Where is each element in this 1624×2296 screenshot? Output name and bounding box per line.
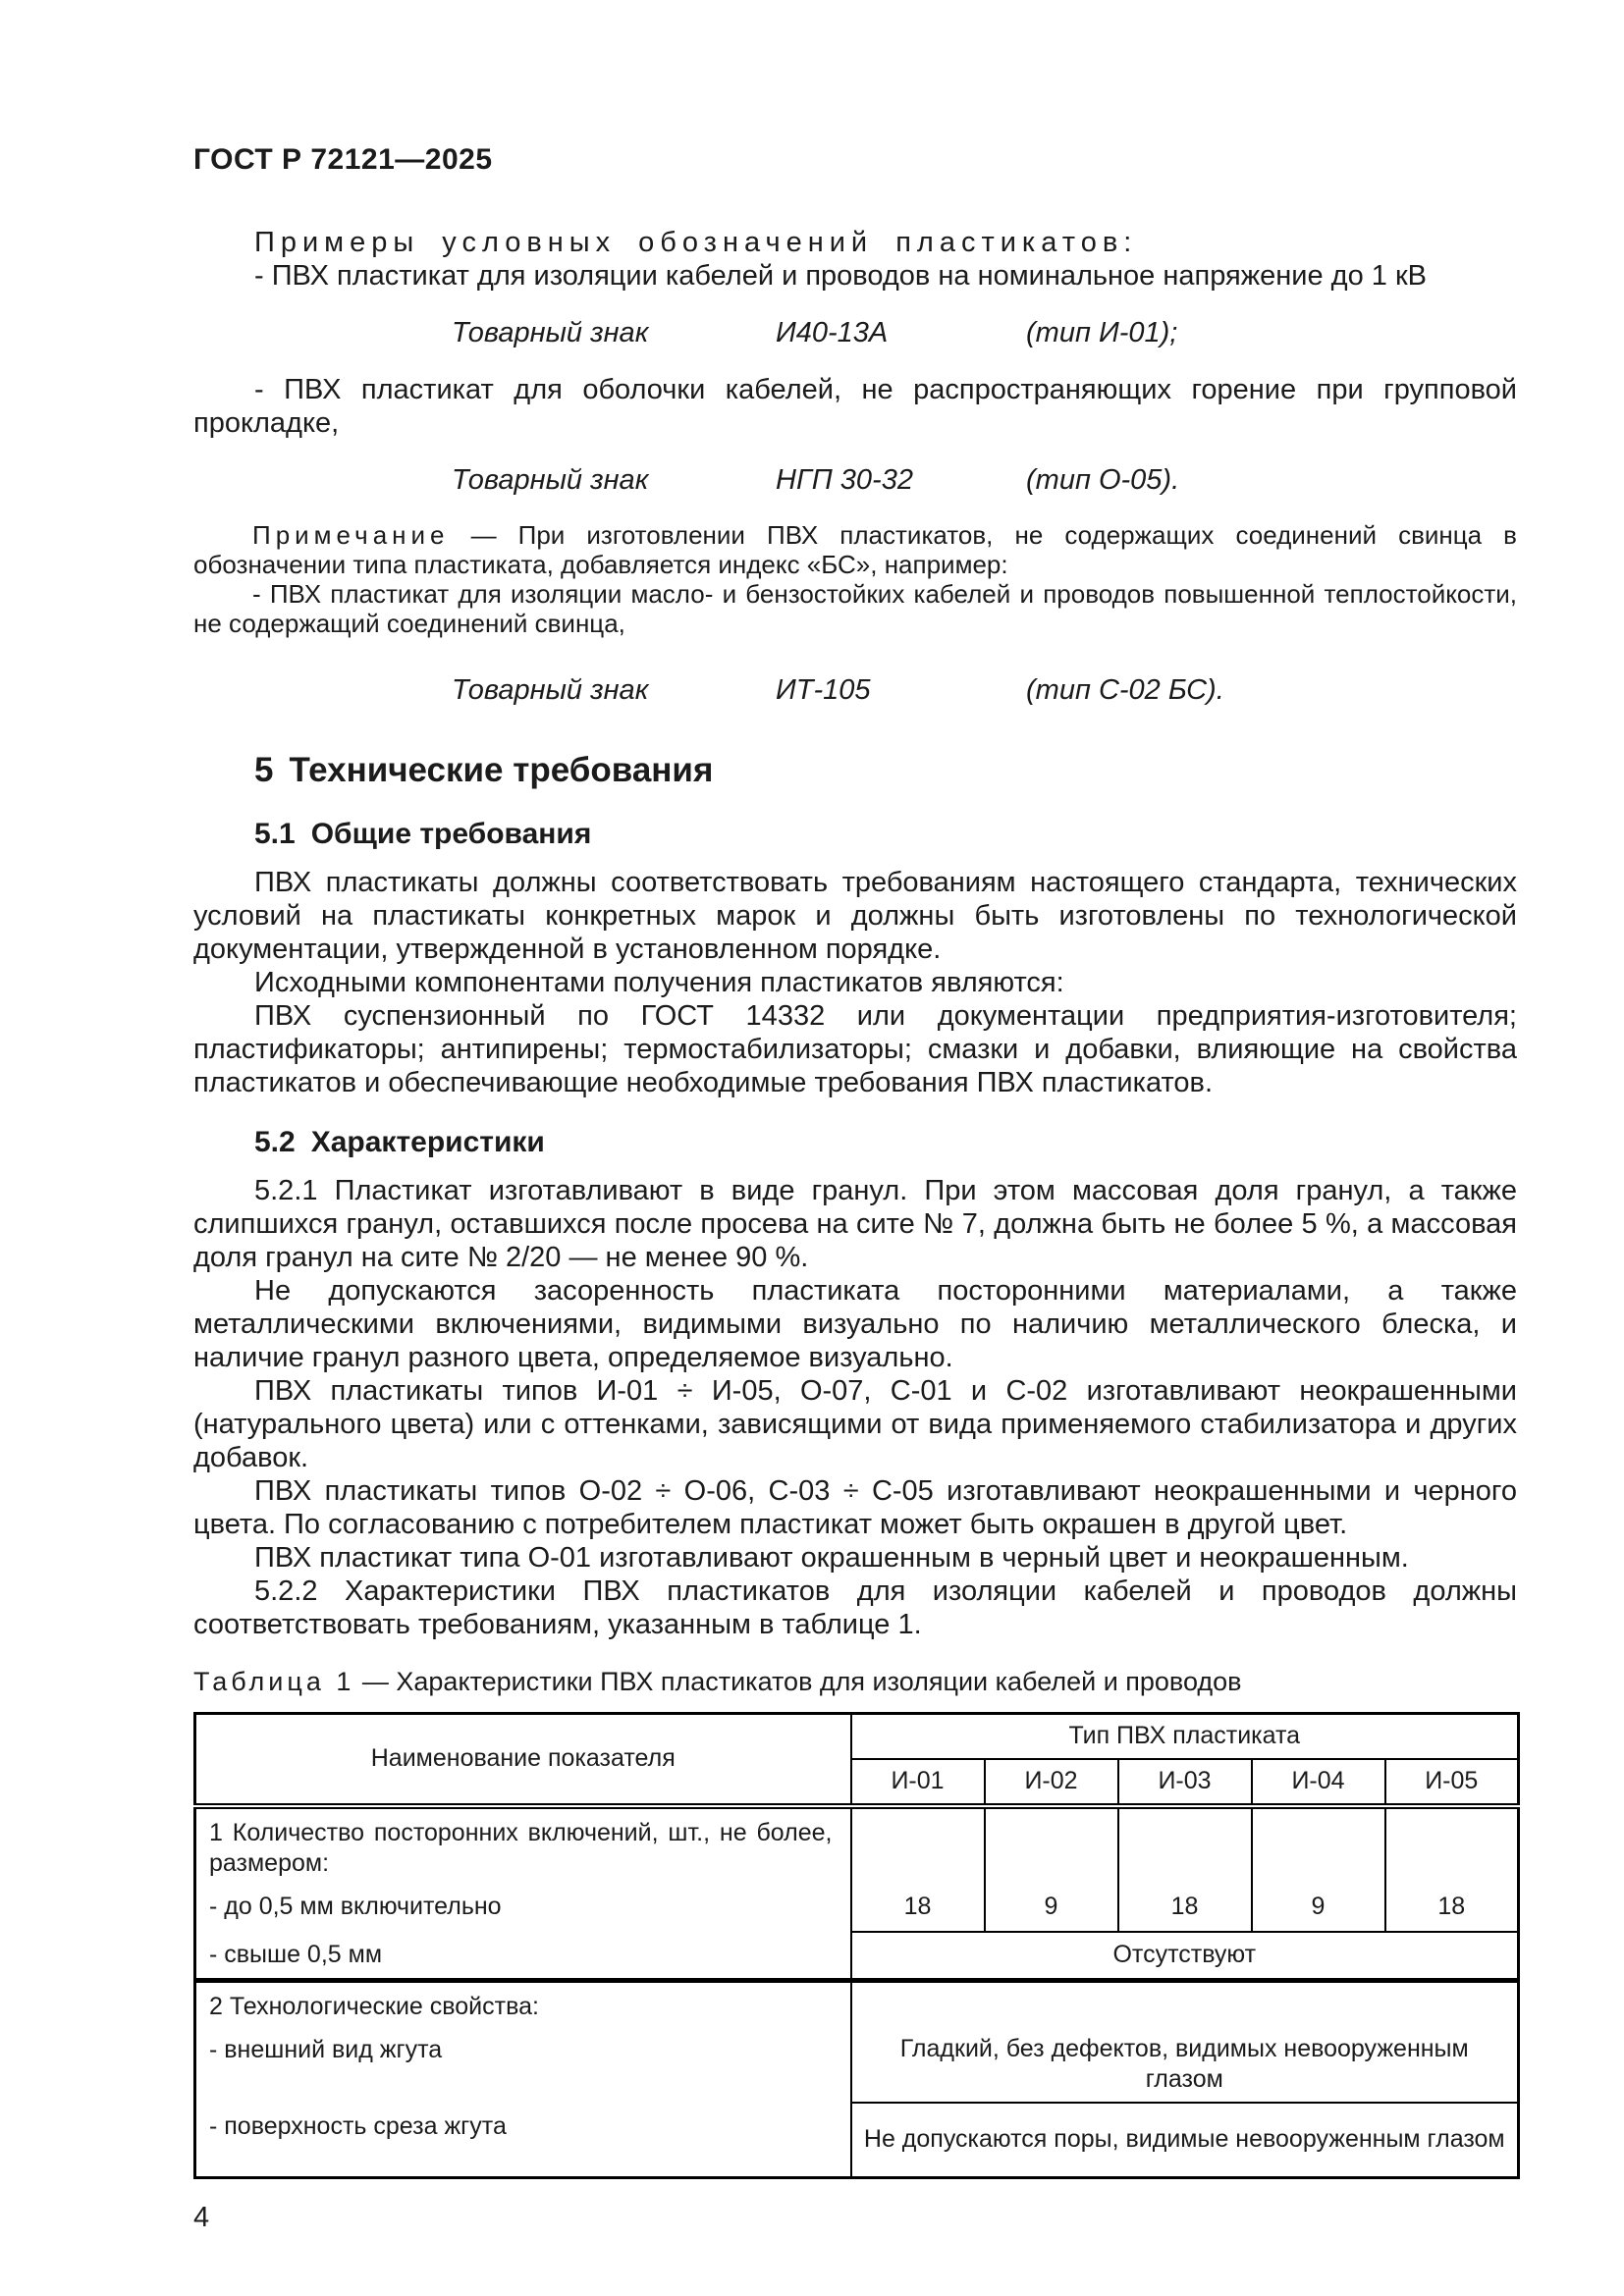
value-cell-merged: Отсутствуют <box>851 1932 1519 1981</box>
value-cell: 18 <box>851 1883 985 1932</box>
characteristics-table <box>193 1712 1520 2179</box>
paragraph: ПВХ пластикаты типов О-02 ÷ О-06, С-03 ÷ С-05 изготавливают неокрашенными и черного цвета. По согласованию с потребителем пластикат может быть окрашен в другой цвет. <box>193 1475 1517 1540</box>
column-header-type: И-01 <box>851 1759 985 1806</box>
examples-heading: Примеры условных обозначений пластикатов: <box>254 227 1138 258</box>
trademark-type: (тип И-01); <box>1026 317 1178 348</box>
page-number: 4 <box>193 2201 210 2233</box>
column-header-type: И-04 <box>1252 1759 1385 1806</box>
table-row <box>195 1883 1519 1932</box>
section-5-heading <box>193 750 1517 791</box>
table-header-row-1 <box>195 1714 1519 1759</box>
row-label: - свыше 0,5 мм <box>195 1932 851 1981</box>
table-empty-cell <box>1118 1806 1252 1883</box>
value-cell-merged: Не допускаются поры, видимые невооруженным глазом <box>851 2103 1519 2177</box>
trademark-label: Товарный знак <box>452 317 649 348</box>
note-list-item: - ПВХ пластикат для изоляции масло- и бензостойких кабелей и проводов повышенной теплостойкости, не содержащий соединений свинца, <box>193 579 1517 638</box>
row-label: - поверхность среза жгута <box>195 2103 851 2177</box>
value-cell: 18 <box>1385 1883 1519 1932</box>
value-cell: 9 <box>1252 1883 1385 1932</box>
column-group-header: Тип ПВХ пластиката <box>851 1714 1519 1759</box>
table-caption-text: — Характеристики ПВХ пластикатов для изоляции кабелей и проводов <box>354 1667 1242 1696</box>
value-cell: 9 <box>985 1883 1118 1932</box>
section-title: Характеристики <box>310 1126 545 1158</box>
table-row <box>195 1981 1519 2027</box>
table-row <box>195 2103 1519 2177</box>
section-5-1-heading <box>193 817 1517 852</box>
table-empty-cell <box>851 1981 1519 2027</box>
note-paragraph <box>193 520 1517 579</box>
paragraph: ПВХ пластикаты должны соответствовать требованиям настоящего стандарта, технических условий на пластикаты конкретных марок и должны быть изготовлены по технологической документации, утвержденной в установленном порядке. <box>193 867 1517 965</box>
column-header-type: И-02 <box>985 1759 1118 1806</box>
table-row <box>195 2026 1519 2103</box>
running-header: ГОСТ Р 72121—2025 <box>193 143 493 176</box>
table-caption-label: Таблица 1 <box>193 1667 355 1696</box>
column-header-type: И-03 <box>1118 1759 1252 1806</box>
section-number: 5.1 <box>254 818 296 850</box>
table-caption <box>193 1665 1517 1698</box>
paragraph: 5.2.1 Пластикат изготавливают в виде гранул. При этом массовая доля гранул, а также слипшихся гранул, оставшихся после просева на сите № 7, должна быть не более 5 %, а массовая доля гранул на сите № 2/20 — не менее 90 %. <box>193 1175 1517 1273</box>
paragraph: 5.2.2 Характеристики ПВХ пластикатов для изоляции кабелей и проводов должны соответствовать требованиям, указанным в таблице 1. <box>193 1575 1517 1640</box>
column-header-type: И-05 <box>1385 1759 1519 1806</box>
section-number: 5.2 <box>254 1126 296 1158</box>
trademark-example-1 <box>193 316 1517 349</box>
table-empty-cell <box>985 1806 1118 1883</box>
row-label: - внешний вид жгута <box>195 2026 851 2103</box>
example-1-description: - ПВХ пластикат для изоляции кабелей и проводов на номинальное напряжение до 1 кВ <box>254 260 1427 292</box>
trademark-mark: И40-13А <box>776 317 889 348</box>
paragraph: Исходными компонентами получения пластикатов являются: <box>254 967 1064 998</box>
trademark-mark: НГП 30-32 <box>776 464 913 496</box>
paragraph: ПВХ суспензионный по ГОСТ 14332 или документации предприятия-изготовителя; пластификаторы; антипирены; термостабилизаторы; смазки и добавки, влияющие на свойства пластикатов и обеспечивающие необходимые требования ПВХ пластикатов. <box>193 1000 1517 1098</box>
note-label: Примечание <box>252 520 450 550</box>
trademark-example-3 <box>193 673 1517 707</box>
paragraph: Не допускаются засоренность пластиката посторонними материалами, а также металлическими включениями, видимыми визуально по наличию металлического блеска, и наличие гранул разного цвета, определяемое визуально. <box>193 1275 1517 1373</box>
paragraph: ПВХ пластикаты типов И-01 ÷ И-05, О-07, С-01 и С-02 изготавливают неокрашенными (натурального цвета) или с оттенками, зависящими от вида применяемого стабилизатора и других добавок. <box>193 1375 1517 1473</box>
section-number: 5 <box>254 751 274 789</box>
note-text: — При изготовлении ПВХ пластикатов, не содержащих соединений свинца в обозначении типа пластиката, добавляется индекс «БС», например: <box>193 520 1517 579</box>
trademark-mark: ИТ-105 <box>776 674 871 706</box>
trademark-type: (тип О-05). <box>1026 464 1180 496</box>
example-2-description: - ПВХ пластикат для оболочки кабелей, не распространяющих горение при групповой прокладке, <box>193 374 1517 439</box>
table-empty-cell <box>1385 1806 1519 1883</box>
trademark-example-2 <box>193 463 1517 497</box>
section-5-2-heading <box>193 1125 1517 1160</box>
section-title: Технические требования <box>289 751 714 789</box>
column-header-name: Наименование показателя <box>195 1714 851 1806</box>
trademark-label: Товарный знак <box>452 674 649 706</box>
row-label: 2 Технологические свойства: <box>195 1981 851 2027</box>
table-empty-cell <box>1252 1806 1385 1883</box>
value-cell: 18 <box>1118 1883 1252 1932</box>
table-row <box>195 1806 1519 1883</box>
row-label: - до 0,5 мм включительно <box>195 1883 851 1932</box>
section-title: Общие требования <box>310 818 592 850</box>
value-cell-merged: Гладкий, без дефектов, видимых невооруженным глазом <box>851 2026 1519 2103</box>
row-label: 1 Количество посторонних включений, шт., не более, размером: <box>195 1806 851 1883</box>
table-empty-cell <box>851 1806 985 1883</box>
note-block <box>193 520 1517 638</box>
paragraph: ПВХ пластикат типа О-01 изготавливают окрашенным в черный цвет и неокрашенным. <box>254 1542 1409 1574</box>
trademark-label: Товарный знак <box>452 464 649 496</box>
trademark-type: (тип С-02 БС). <box>1026 674 1224 706</box>
table-row <box>195 1932 1519 1981</box>
